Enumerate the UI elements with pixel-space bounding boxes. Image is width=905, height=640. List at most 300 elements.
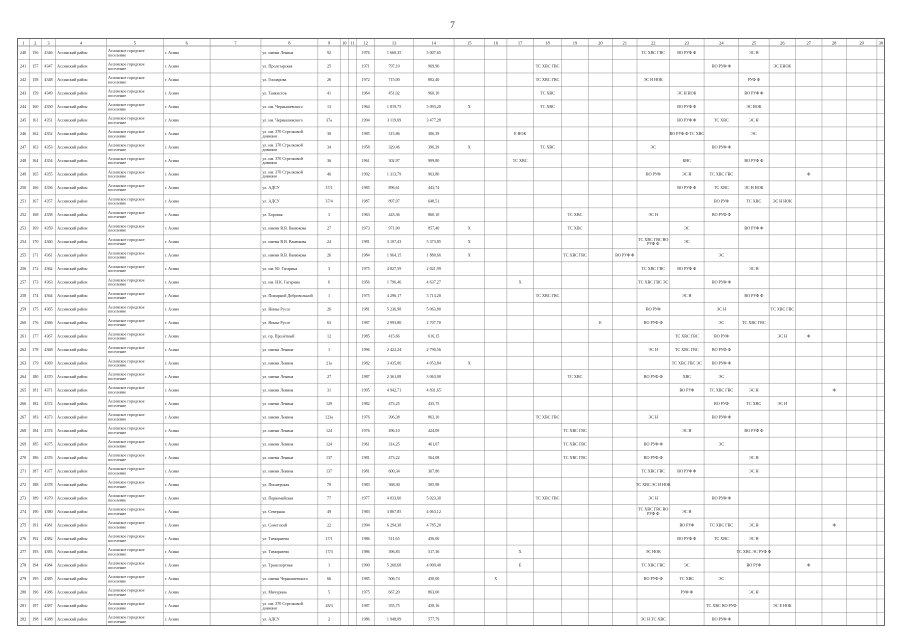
table-cell: Ф [832,387,836,393]
table-cell: ВО РУФ Ф [744,90,764,96]
table-row [20,439,724,448]
table-cell: 1 [328,562,331,568]
table-cell: 63 [326,319,332,325]
table-cell: 1975 [361,292,370,298]
table-cell: 280 [20,589,27,595]
table-cell: Ассинский район [57,481,88,487]
table-cell: ул. им. 370 Стрелковой дивизии [262,142,303,152]
table-cell: 34 [326,144,332,150]
table-cell: г. Асино [164,225,180,231]
table-cell: ЭС Н [777,400,788,406]
table-cell: 616,15 [428,333,440,339]
table-cell: 505,98 [428,481,440,487]
table-cell: 169 [32,225,39,231]
table-cell: Ф [807,562,811,568]
table-cell: ЭС [718,252,725,258]
table-cell: 4352 [44,131,53,137]
table-row [20,493,732,502]
table-cell: 368,30 [388,481,400,487]
table-cell: Ассинское городское поселение [107,209,145,220]
table-cell: Ассинский район [57,333,88,339]
table-cell: ЭС НОК [645,549,661,555]
table-cell: 1964 [361,90,370,96]
table-cell: ул. им. Чернышевского [262,117,303,123]
table-cell: г. Асино [164,508,180,514]
table-cell: 241 [20,63,27,69]
table-cell: ТС ХВС ГВС [563,454,587,460]
table-cell: Ассинский район [57,508,88,514]
table-cell: ЭС Н [749,117,759,123]
table-cell: 1971 [361,63,370,69]
table-cell: 1986 [361,549,370,555]
table-cell: г. Асино [164,212,180,218]
table-cell: 1 796,46 [386,279,402,285]
table-cell: 4 637,27 [426,279,441,285]
table-cell: Ассинский район [57,400,88,406]
table-cell: Ассинское городское поселение [107,466,145,476]
table-cell: 269 [20,441,27,447]
table-cell: ЭС [684,225,690,231]
table-cell: 1 [328,292,331,298]
table-cell: ул. Танкистов [262,90,287,96]
table-cell: 1977 [361,495,370,501]
table-cell: ул. имени Ленина [262,454,294,460]
table-cell: Ассинский район [57,104,88,110]
table-row [20,588,759,597]
registry-table [17,38,885,626]
table-cell: РУФ Ф [680,589,693,595]
table-cell: 37/4 [325,198,333,204]
table-cell: 26 [326,306,332,312]
table-cell: ВО РУФ Ф [615,252,635,258]
table-row [20,304,794,313]
page-number: 7 [450,20,455,30]
table-cell: Ассинское городское поселение [107,385,145,395]
table-cell: Ассинское городское поселение [107,574,145,584]
table-cell: г. Асино [164,454,180,460]
table-cell: 124 [325,427,333,433]
table-cell: Ассинский район [57,441,88,447]
table-cell: 181 [32,387,39,393]
table-row [20,358,732,367]
table-cell: 4 033,60 [386,495,402,501]
table-cell: Ассинский район [57,468,88,474]
table-row [20,277,732,286]
table-row [20,264,759,273]
table-cell: Ассинское городское поселение [107,61,145,71]
table-cell: 4355 [44,171,53,177]
table-cell: 244 [20,104,27,110]
table-cell: ул. имени Ленина [262,468,294,474]
column-header: 27 [806,40,812,46]
table-cell: Ф [832,522,836,528]
table-cell: 249 [20,171,27,177]
table-cell: Ассинское городское поселение [107,452,145,462]
table-cell: Ассинское городское поселение [107,425,145,436]
table-cell: ТС ХВС ГВС [535,292,560,298]
table-cell: 24 [326,239,332,245]
table-cell: ул. имени Ленина [262,346,294,352]
table-cell: 860,10 [428,212,440,218]
table-cell: 254 [20,239,27,245]
table-cell: 4384 [44,562,53,568]
table-cell: ул. им. 370 Стрелковой дивизии [262,169,303,179]
table-cell: 198 [32,616,39,622]
column-header: 18 [545,40,550,46]
table-cell: ТС ХВС ГВС [563,441,587,447]
column-header: 23 [684,40,690,46]
table-cell: ул. Транспортная [262,562,293,568]
table-cell: 17/1 [325,535,333,541]
table-cell: ВО РУФ Ф [744,158,764,164]
table-cell: Ассинский район [57,131,88,137]
table-cell: 396,38 [388,414,400,420]
table-cell: 2 993,80 [386,319,402,325]
table-cell: ул. им. Чернышевского [262,104,303,110]
table-cell: 4357 [44,198,53,204]
table-cell: 37а [326,117,332,123]
table-cell: 4354 [44,158,53,164]
table-cell: ул. имени Ленина [262,50,294,56]
column-header: 10 [342,40,347,46]
table-cell: 456,06 [428,535,440,541]
table-cell: 1981 [361,239,370,245]
table-cell: 256 [20,265,27,271]
table-cell: ул. имени Чернышевского [262,576,309,582]
table-cell: 1985 [361,333,370,339]
table-cell: 3 063,90 [426,373,441,379]
table-row [20,601,792,610]
table-cell: ВО РУФ Ф [643,454,663,460]
table-cell: 251 [20,198,27,204]
table-cell: 166 [32,185,39,191]
table-cell: ВО РУФ Ф [677,468,697,474]
table-cell: ЭС [751,131,757,137]
table-cell: 4385 [44,576,53,582]
table-cell: 276 [20,535,27,541]
table-cell: ул. Нинье Руссе [262,306,291,312]
table-cell: Ассинский район [57,319,88,325]
column-header: 7 [234,40,237,46]
table-cell: ВО РУФ [679,522,695,528]
table-cell: Ассинское городское поселение [107,506,145,516]
table-cell: 247 [20,144,27,150]
table-cell: ТС ХВС [746,400,762,406]
table-cell: 314,25 [388,441,400,447]
table-cell: Ассинский район [57,373,88,379]
table-row [20,331,811,340]
table-cell: ТС ХВС ГВС [563,427,587,433]
table-cell: Ассинское городское поселение [107,75,145,85]
table-cell: ТС ХВС [714,117,729,123]
table-cell: 4 063,12 [426,508,441,514]
table-cell: 4347 [44,63,53,69]
table-cell: 4386 [44,589,53,595]
table-cell: 12 [326,333,332,339]
table-cell: 172 [32,265,39,271]
table-cell: ВО РУФ Ф [677,265,697,271]
table-cell: ЭС Н НОК [744,185,764,191]
table-cell: 5 063,80 [426,306,441,312]
table-row [20,196,792,205]
table-cell: 5 023,30 [426,495,441,501]
table-cell: 240 [20,50,27,56]
table-cell: 1987 [361,603,370,609]
column-header: 11 [350,40,355,46]
table-cell: 187 [32,468,39,474]
table-cell: 186 [32,454,39,460]
table-cell: 443,36 [388,212,400,218]
table-cell: 173 [32,279,39,285]
table-row [20,399,787,408]
table-cell: 196 [32,589,39,595]
table-cell: 4366 [44,319,53,325]
table-cell: г. Асино [164,63,180,69]
column-header: 5 [133,40,137,46]
table-cell: Ассинский район [57,454,88,460]
table-cell: г. Асино [164,185,180,191]
table-cell: Ассинский район [57,589,88,595]
table-cell: Ассинское городское поселение [107,398,145,409]
table-cell: 4380 [44,508,53,514]
table-cell: 458,16 [428,603,440,609]
table-cell: ЭС [650,144,656,150]
table-cell: Х [467,239,471,245]
table-cell: 4 785,20 [426,522,441,528]
table-cell: 197 [32,603,39,609]
table-cell: ВО РУФ [714,333,729,339]
table-cell: ВО РУФ Ф [711,212,731,218]
table-cell: ВО РУФ Ф [711,63,731,69]
table-cell: 2 [328,616,331,622]
table-cell: ЭС [718,373,725,379]
table-cell: 253 [20,225,27,231]
table-cell: 306,39 [428,131,440,137]
table-cell: 255 [20,252,27,258]
table-cell: 176 [32,319,39,325]
table-cell: ВО РУФ Ф [643,373,663,379]
table-cell: ВО РУФ Ф [711,144,731,150]
table-cell: 282 [20,616,27,622]
table-cell: г. Асино [164,562,180,568]
table-cell: ЭС Н [716,306,727,312]
table-cell: 167 [32,198,39,204]
table-cell: 4377 [44,468,53,474]
table-cell: 1 819,75 [386,104,402,110]
table-cell: Ассинское городское поселение [107,614,145,624]
table-cell: Ассинское городское поселение [107,263,145,274]
table-cell: 971,00 [388,225,400,231]
table-cell: 267 [20,414,27,420]
table-row [20,169,811,178]
table-cell: Ассинское городское поселение [107,142,145,152]
table-cell: Ф [807,171,811,177]
table-cell: 174 [32,292,39,298]
table-cell: Ассинское городское поселение [107,358,145,368]
table-cell: г. Асино [164,360,180,366]
table-cell: 3 477,28 [426,117,441,123]
table-cell: г. Асино [164,77,180,83]
table-cell: ул. Нинье Руссе [262,319,291,325]
table-cell: ЭС Н [777,333,788,339]
table-cell: ул. Боровая [262,212,283,218]
table-cell: Ассинское городское поселение [107,128,145,139]
table-cell: г. Асино [164,50,180,56]
table-cell: 246 [20,131,27,137]
table-cell: Ассинское городское поселение [107,439,145,449]
table-cell: ТС ХВС ЭС Н НОК [635,481,671,487]
table-cell: ул. им. Н.К. Гагарина [262,279,300,285]
table-cell: 1 964,15 [386,252,402,258]
table-cell: 4 296,17 [386,292,402,298]
table-cell: ЭС Н [749,387,759,393]
table-cell: ВО РУФ Ф [744,225,764,231]
table-cell: ЭС Н [749,265,759,271]
table-cell: 26 [326,77,332,83]
table-cell: ул. имени Ленина [262,400,294,406]
column-header: 17 [517,40,523,46]
table-cell: Х [467,104,471,110]
table-cell: ТС ХВС [540,104,555,110]
table-cell: 27 [326,373,332,379]
table-cell: ХВС [682,373,692,379]
table-cell: 496,10 [388,427,400,433]
table-cell: ЭС НОК [746,104,762,110]
table-cell: 178 [32,346,39,352]
column-header: 8 [288,40,291,46]
table-cell: ул. имени Ленина [262,441,294,447]
table-cell: 1987 [361,373,370,379]
table-cell: ВО РУФ Ф [711,495,731,501]
table-cell: Ассинский район [57,562,88,568]
column-header: 22 [651,40,656,46]
table-cell: ВО РУФ [679,387,695,393]
table-cell: ул. Пионерская [262,481,290,487]
table-cell: ВО РУФ Ф [711,360,731,366]
table-row [20,412,732,421]
table-cell: 6 294,38 [386,522,402,528]
table-cell: 2 361,08 [386,373,402,379]
table-cell: 3 867,85 [386,508,402,514]
table-cell: ТС ХВС ГВС [641,468,666,474]
table-cell: 4356 [44,185,53,191]
table-cell: 183 [32,414,39,420]
table-row [20,547,772,556]
table-cell: 4375 [44,441,53,447]
table-cell: 270 [20,454,27,460]
table-cell: 1994 [361,522,370,528]
table-cell: 171 [32,252,39,258]
table-cell: ТС ХВС ВО РУФ [706,603,737,609]
column-header: 21 [622,40,628,46]
table-cell: 260 [20,319,27,325]
table-cell: ЭС Н НОК [772,198,792,204]
table-cell: 275 [20,522,27,528]
table-cell: Ассинский район [57,144,88,150]
table-row [20,318,766,327]
table-cell: Ассинское городское поселение [107,533,145,543]
table-cell: 92 [326,50,332,56]
table-cell: ТС ХВС [714,535,729,541]
table-cell: 70 [326,481,332,487]
table-cell: 185 [32,441,39,447]
table-cell: ул. имени В.В. Ванюкова [262,252,307,258]
table-cell: 302,97 [388,158,400,164]
table-cell: ТС ХВС [746,198,762,204]
column-header: 6 [185,40,188,46]
table-cell: ЭС Н [749,468,759,474]
table-cell: г. Асино [164,265,180,271]
table-row [20,183,764,192]
table-cell: 1983 [361,481,370,487]
table-cell: 451,02 [388,90,400,96]
table-cell: 506,74 [388,576,400,582]
table-cell: 137 [325,454,333,460]
table-cell: ЭС [684,239,690,245]
table-cell: 179 [32,360,39,366]
table-cell: Ассинское городское поселение [107,101,145,112]
table-cell: 3 107,43 [386,239,402,245]
table-cell: ВО РУФ Ф [677,535,697,541]
table-cell: 5 260,68 [386,562,402,568]
table-cell: 161 [32,117,39,123]
table-cell: г. Асино [164,522,180,528]
table-cell: Ассинский район [57,279,88,285]
table-cell: ЭС [718,319,725,325]
table-cell: 1 880,66 [426,252,441,258]
table-cell: 182 [32,400,39,406]
table-cell: Х [518,549,522,555]
column-header: 19 [572,40,578,46]
table-cell: ВО РУФ [645,171,661,177]
table-cell: г. Асино [164,198,180,204]
table-cell: ул. имени В.В. Ванюкова [262,225,307,231]
table-cell: 272 [20,481,27,487]
table-cell: 137 [325,468,333,474]
table-cell: 355,75 [388,603,400,609]
table-cell: ВО РУФ Ф [643,319,663,325]
table-cell: 1983 [361,508,370,514]
table-cell: Х [467,252,471,258]
table-cell: 157 [32,63,39,69]
table-cell: ВО РУФ [746,562,762,568]
table-cell: ТС ХВС ГВС [742,319,766,325]
table-cell: ВО РУФ [714,400,729,406]
table-cell: 195 [32,576,39,582]
table-cell: 802,40 [428,77,440,83]
table-cell: 4346 [44,50,53,56]
table-cell: ЭС [684,562,690,568]
table-cell: Х [467,225,471,231]
table-cell: 1994 [361,117,370,123]
table-cell: Ассинское городское поселение [107,547,145,557]
table-cell: 3 119,69 [386,117,402,123]
table-row [20,561,811,570]
table-cell: 315,86 [388,131,400,137]
table-cell: Ассинское городское поселение [107,277,145,287]
table-row [20,385,837,394]
table-cell: ТС ХВС ГВС [535,414,560,420]
table-cell: 22 [326,522,332,528]
table-cell: 191 [32,522,39,528]
table-cell: 424,09 [428,427,440,433]
table-cell: 461,07 [428,441,440,447]
table-cell: 25 [326,63,332,69]
table-cell: ТС ХВС [567,373,583,379]
column-header: 29 [859,40,864,46]
table-cell: 1992 [361,171,370,177]
table-cell: Ассинское городское поселение [107,601,145,611]
